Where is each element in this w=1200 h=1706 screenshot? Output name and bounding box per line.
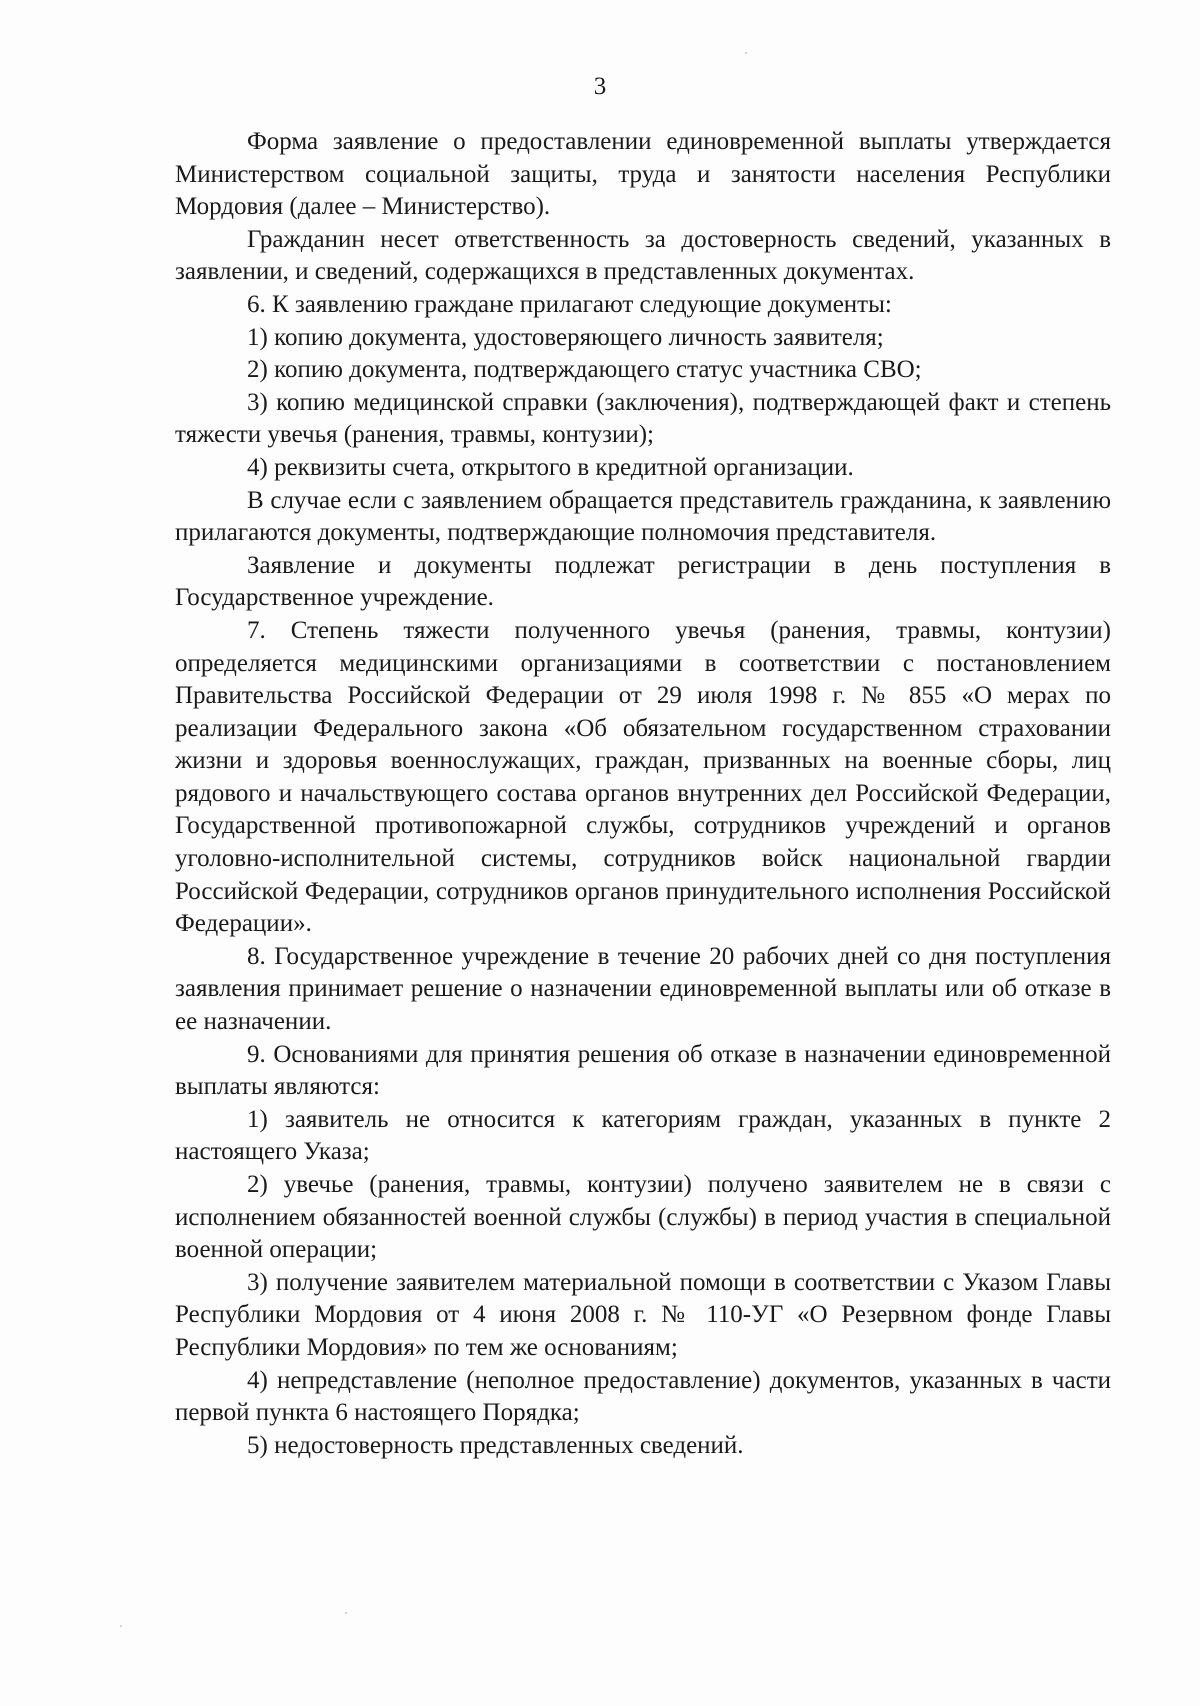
paragraph-item-6: 6. К заявлению граждане прилагают следующие документы: [247,290,892,318]
list-item: 4) реквизиты счета, открытого в кредитной организации. [247,453,854,481]
paragraph-item-7: 7. Степень тяжести полученного увечья (ранения, травмы, контузии) определяется медицинскими организациями в соответствии с постановлением Правительства Российской Федерации от 29 июля 1998 г. № 855 «О мерах по реализации Федерального закона «Об обязательном государственном страховании жизни и здоровья военнослужащих, граждан, призванных на военные сборы, лиц рядового и начальствующего состава органов внутренних дел Российской Федерации, Государственной противопожарной службы, сотрудников учреждений и органов уголовно-исполнительной системы, сотрудников войск национальной гвардии Российской Федерации, сотрудников органов принудительного исполнения Российской Федерации». [175,616,1111,938]
paragraph-registration: Заявление и документы подлежат регистрации в день поступления в Государственное учреждение. [175,551,1111,612]
list-item: 3) копию медицинской справки (заключения), подтверждающей факт и степень тяжести увечья (ранения, травмы, контузии); [175,388,1111,449]
list-item: 2) копию документа, подтверждающего статус участника СВО; [247,356,922,384]
paragraph-representative: В случае если с заявлением обращается представитель гражданина, к заявлению прилагаются документы, подтверждающие полномочия представителя. [175,486,1111,547]
list-item: 5) недостоверность представленных сведений. [247,1431,744,1459]
list-item: 4) непредставление (неполное предоставление) документов, указанных в части первой пункта 6 настоящего Порядка; [175,1366,1111,1427]
scan-speck [745,52,747,54]
document-body [175,126,1111,1462]
list-item: 2) увечье (ранения, травмы, контузии) получено заявителем не в связи с исполнением обязанностей военной службы (службы) в период участия в специальной военной операции; [175,1171,1111,1264]
paragraph-citizen-responsibility: Гражданин несет ответственность за достоверность сведений, указанных в заявлении, и сведений, содержащихся в представленных документах. [175,225,1111,286]
list-item: 3) получение заявителем материальной помощи в соответствии с Указом Главы Республики Мордовия от 4 июня 2008 г. № 110-УГ «О Резервном фонде Главы Республики Мордовия» по тем же основаниям; [175,1268,1111,1361]
paragraph-item-8: 8. Государственное учреждение в течение 20 рабочих дней со дня поступления заявления принимает решение о назначении единовременной выплаты или об отказе в ее назначении. [175,942,1111,1036]
page-number: 3 [593,73,607,100]
list-item: 1) копию документа, удостоверяющего личность заявителя; [247,323,884,351]
scan-speck [345,1612,347,1614]
list-item: 1) заявитель не относится к категориям граждан, указанных в пункте 2 настоящего Указа; [175,1105,1111,1166]
paragraph-form-approval: Форма заявление о предоставлении единовременной выплаты утверждается Министерством социальной защиты, труда и занятости населения Республики Мордовия (далее – Министерство). [175,128,1111,221]
paragraph-item-9: 9. Основаниями для принятия решения об отказе в назначении единовременной выплаты являются: [175,1040,1111,1101]
scan-speck [120,1625,122,1627]
